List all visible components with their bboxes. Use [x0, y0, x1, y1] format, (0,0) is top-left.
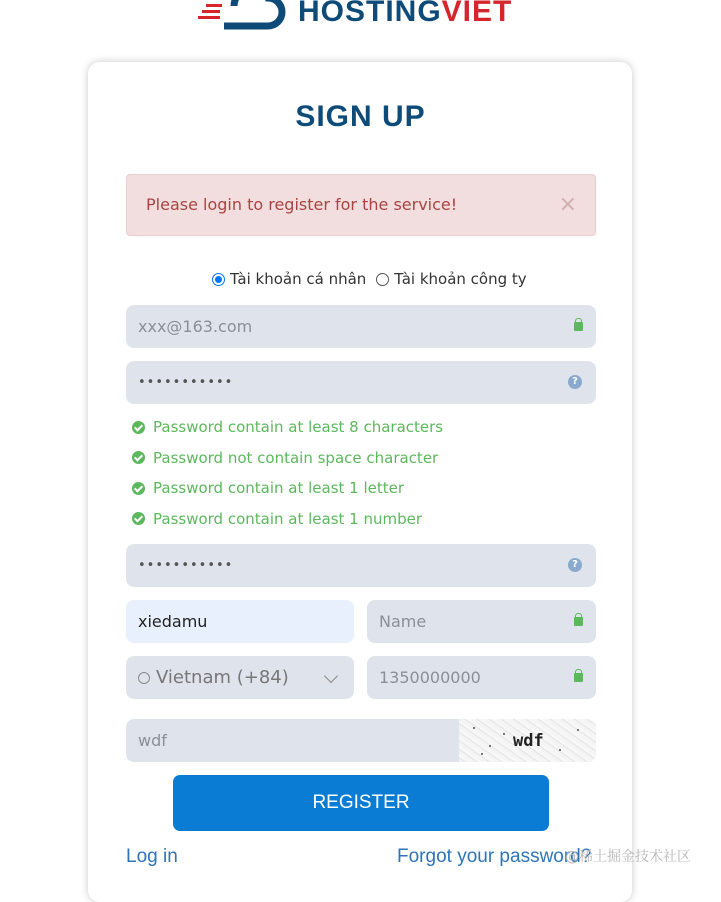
lock-icon — [574, 617, 583, 626]
name-placeholder: Name — [379, 612, 427, 631]
brand-name: HOSTINGVIET — [298, 0, 513, 28]
confirm-password-value: ••••••••••• — [138, 558, 234, 573]
password-rule-no-space: Password not contain space character — [132, 443, 443, 474]
globe-icon — [138, 672, 150, 684]
country-selected: Vietnam (+84) — [156, 667, 289, 688]
question-help-icon[interactable]: ? — [568, 375, 582, 389]
email-placeholder: xxx@163.com — [138, 317, 253, 336]
login-link[interactable]: Log in — [126, 846, 178, 867]
captcha-value: wdf — [138, 731, 167, 750]
register-button[interactable]: REGISTER — [173, 775, 549, 831]
lock-icon — [574, 322, 583, 331]
watermark: @稀土掘金技术社区 — [565, 849, 691, 865]
radio-company-account[interactable] — [376, 270, 526, 288]
chevron-down-icon — [324, 669, 338, 683]
captcha-input[interactable] — [126, 719, 596, 762]
error-alert — [126, 174, 596, 236]
radio-unchecked-icon — [376, 273, 389, 286]
password-rule-number: Password contain at least 1 number — [132, 504, 443, 535]
password-rules-list — [132, 412, 443, 534]
phone-input[interactable] — [367, 656, 596, 699]
password-input[interactable] — [126, 361, 596, 404]
captcha-text: wdf — [513, 731, 544, 751]
lock-icon — [574, 673, 583, 682]
username-value: xiedamu — [138, 612, 208, 631]
password-rule-letter: Password contain at least 1 letter — [132, 473, 443, 504]
close-icon[interactable]: × — [558, 192, 577, 217]
check-circle-icon — [132, 421, 145, 434]
password-rule-length: Password contain at least 8 characters — [132, 412, 443, 443]
username-input[interactable] — [126, 600, 354, 643]
radio-personal-label: Tài khoản cá nhân — [230, 270, 367, 288]
radio-checked-icon — [212, 273, 225, 286]
phone-placeholder: 1350000000 — [379, 668, 481, 687]
page-title: SIGN UP — [295, 100, 426, 133]
radio-company-label: Tài khoản công ty — [394, 270, 527, 288]
password-value: ••••••••••• — [138, 375, 234, 390]
check-circle-icon — [132, 451, 145, 464]
brand-logo — [198, 0, 512, 32]
cloud-logo-icon — [198, 0, 288, 32]
question-help-icon[interactable]: ? — [568, 558, 582, 572]
account-type-group — [212, 270, 527, 288]
email-input[interactable] — [126, 305, 596, 348]
forgot-password-link[interactable]: Forgot your password? — [397, 846, 592, 867]
radio-personal-account[interactable] — [212, 270, 366, 288]
captcha-image[interactable] — [459, 719, 596, 762]
check-circle-icon — [132, 512, 145, 525]
confirm-password-input[interactable] — [126, 544, 596, 587]
name-input[interactable] — [367, 600, 596, 643]
check-circle-icon — [132, 482, 145, 495]
country-code-select[interactable] — [126, 656, 354, 699]
alert-message: Please login to register for the service! — [146, 195, 458, 214]
